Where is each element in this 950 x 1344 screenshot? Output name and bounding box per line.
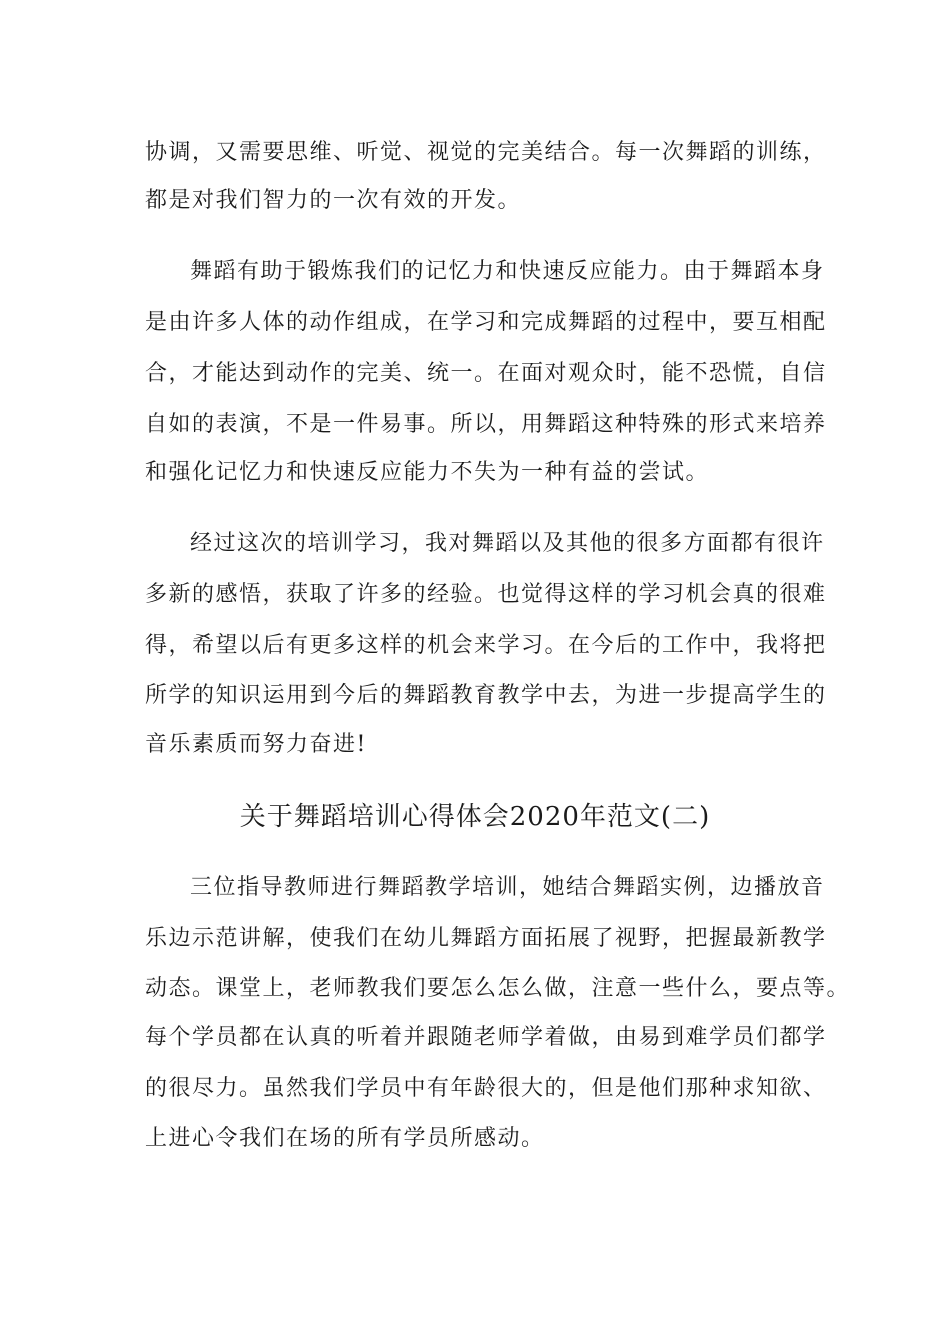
paragraph-line: 合，才能达到动作的完美、统一。在面对观众时，能不恐慌，自信 bbox=[145, 361, 827, 386]
paragraph-line: 乐边示范讲解，使我们在幼儿舞蹈方面拓展了视野，把握最新教学 bbox=[145, 926, 827, 951]
paragraph-line: 三位指导教师进行舞蹈教学培训，她结合舞蹈实例，边播放音 bbox=[190, 875, 825, 900]
paragraph-line: 多新的感悟，获取了许多的经验。也觉得这样的学习机会真的很难 bbox=[145, 582, 827, 607]
paragraph-line: 经过这次的培训学习，我对舞蹈以及其他的很多方面都有很许 bbox=[190, 531, 825, 556]
paragraph-line: 自如的表演，不是一件易事。所以，用舞蹈这种特殊的形式来培养 bbox=[145, 412, 827, 437]
paragraph-line: 音乐素质而努力奋进! bbox=[145, 732, 367, 757]
paragraph-line: 和强化记忆力和快速反应能力不失为一种有益的尝试。 bbox=[145, 460, 710, 485]
paragraph-line: 动态。课堂上，老师教我们要怎么怎么做，注意一些什么，要点等。 bbox=[145, 976, 851, 1001]
paragraph-line: 都是对我们智力的一次有效的开发。 bbox=[145, 188, 522, 213]
paragraph-line: 所学的知识运用到今后的舞蹈教育教学中去，为进一步提高学生的 bbox=[145, 683, 827, 708]
section-title: 关于舞蹈培训心得体会2020年范文(二) bbox=[239, 802, 711, 832]
paragraph-line: 协调，又需要思维、听觉、视觉的完美结合。每一次舞蹈的训练， bbox=[145, 140, 827, 165]
paragraph-line: 是由许多人体的动作组成，在学习和完成舞蹈的过程中，要互相配 bbox=[145, 310, 827, 335]
paragraph-line: 上进心令我们在场的所有学员所感动。 bbox=[145, 1126, 545, 1151]
paragraph-line: 得，希望以后有更多这样的机会来学习。在今后的工作中，我将把 bbox=[145, 633, 827, 658]
paragraph-line: 舞蹈有助于锻炼我们的记忆力和快速反应能力。由于舞蹈本身 bbox=[190, 259, 825, 284]
paragraph-line: 每个学员都在认真的听着并跟随老师学着做，由易到难学员们都学 bbox=[145, 1025, 827, 1050]
paragraph-line: 的很尽力。虽然我们学员中有年龄很大的，但是他们那种求知欲、 bbox=[145, 1076, 827, 1101]
